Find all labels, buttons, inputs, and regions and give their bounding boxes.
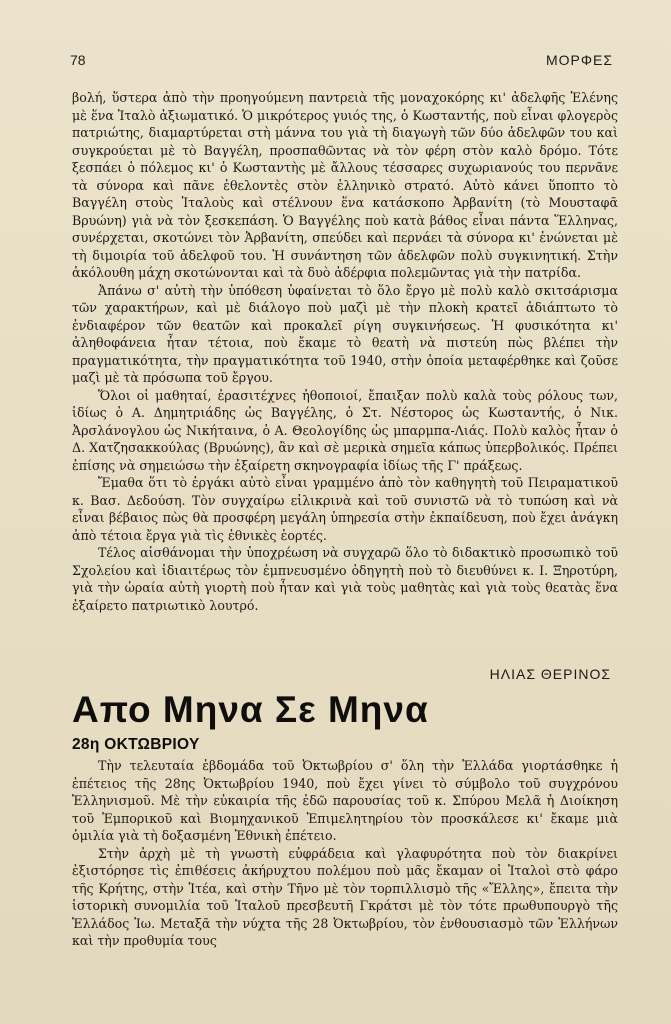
paragraph: Ὅλοι οἱ μαθηταί, ἐρασιτέχνες ἠθοποιοί, ἔπαιξαν πολὺ καλὰ τοὺς ρόλους των, ἰδίως ὁ Α. Δημητριάδης ὡς Βαγγέλης, ὁ Στ. Νέστορος ὡς Κωσταντής, ὁ Νικ. Ἀρσλάνογλου ὡς Νικήταινα, ὁ Α. Θεολογίδης ὡς μπαρμπα-Λιάς. Πολὺ καλὸς ἦταν ὁ Δ. Χατζησακκούλας (Βρυώνης), ἂν καὶ σὲ μερικὰ σημεῖα κάπως ὑπερβολικός. Πρέπει ἐπίσης νὰ σημειώσω τὴν ἐξαίρετη σκηνογραφία ἰδίως τῆς Γ' πράξεως. <box>72 387 618 473</box>
paragraph: Ἔμαθα ὅτι τὸ ἐργάκι αὐτὸ εἶναι γραμμένο ἀπὸ τὸν καθηγητὴ τοῦ Πειραματικοῦ κ. Βασ. Δεδούση. Τὸν συγχαίρω εἰλικρινὰ καὶ τοῦ συνιστῶ νὰ τὸ τυπώση καὶ νὰ εἶναι βέβαιος πὼς θὰ προσφέρη μεγάλη ὑπηρεσία στὴν ἐκπαίδευση, ποὺ ἔχει ἀνάγκη ἀπὸ τέτοια ἔργα γιὰ τὶς ἐθνικὲς ἑορτές. <box>72 475 618 543</box>
date-heading: 28η ΟΚΤΩΒΡΙΟΥ <box>72 736 200 753</box>
section-body <box>72 757 618 950</box>
article-review-body <box>72 89 618 614</box>
page-header <box>70 52 613 72</box>
paragraph: Τὴν τελευταία ἑβδομάδα τοῦ Ὀκτωβρίου σ' ὅλη τὴν Ἑλλάδα γιορτάσθηκε ἡ ἐπέτειος τῆς 28ης Ὀκτωβρίου 1940, ποὺ ἔχει γίνει τὸ σύμβολο τοῦ συγχρόνου Ἑλληνισμοῦ. Μὲ τὴν εὐκαιρία τῆς ἐδῶ παρουσίας τοῦ κ. Σπύρου Μελᾶ ἡ Διοίκηση τοῦ Ἐμπορικοῦ καὶ Βιομηχανικοῦ Ἐπιμελητηρίου τὸν προσκάλεσε κι' ἔκαμε μιὰ ὁμιλία γιὰ τὴ δοξασμένη Ἐθνικὴ ἐπέτειο. <box>72 758 618 843</box>
paragraph: βολή, ὕστερα ἀπὸ τὴν προηγούμενη παντρειὰ τῆς μοναχοκόρης κι' ἀδελφῆς Ἑλένης μὲ ἕνα Ἰταλὸ ἀξιωματικό. Ὁ μικρότερος γυιός της, ὁ Κωσταντής, ποὺ εἶναι φλογερὸς πατριώτης, διαμαρτύρεται στὴ μάννα του γιὰ τὴ διαγωγὴ τῶν δύο ἀδελφῶν του καὶ συγκρούεται μὲ τὸ Βαγγέλη, προσπαθῶντας νὰ τὸν φέρη στὸν καλὸ δρόμο. Τότε ξεσπάει ὁ πόλεμος κι' ὁ Κωσταντὴς μὲ ἄλλους τέσσαρες συχωριανούς του περνᾶνε τὰ σύνορα καὶ πᾶνε ἐθελοντὲς στὸν ἑλληνικὸ στρατό. Αὐτὸ κάνει ὕποπτο τὸ Βαγγέλη στοὺς Ἰταλοὺς καὶ στέλνουν ἕνα κατάσκοπο Ἀρβανίτη (τὸ Μουσταφᾶ Βρυώνη) γιὰ νὰ τὸν ξεσκεπάση. Ὁ Βαγγέλης ποὺ κατὰ βάθος εἶναι πάντα Ἕλληνας, συνέρχεται, σκοτώνει τὸν Ἀρβανίτη, σπεύδει καὶ περνάει τὰ σύνορα κι' ἑνώνεται μὲ τὴ διμοιρία τοῦ ἀδελφοῦ του. Ἡ συνάντηση τῶν ἀδελφῶν πολὺ συγκινητική. Στὴν ἀκόλουθη μάχη σκοτώνονται καὶ τὰ δυὸ ἀδέρφια πολεμῶντας γιὰ τὴν πατρίδα. <box>72 90 618 280</box>
author-signature: ΗΛΙΑΣ ΘΕΡΙΝΟΣ <box>489 666 611 682</box>
magazine-title: ΜΟΡΦΕΣ <box>545 52 613 68</box>
paragraph: Στὴν ἀρχὴ μὲ τὴ γνωστὴ εὐφράδεια καὶ γλαφυρότητα ποὺ τὸν διακρίνει ἐξιστόρησε τὶς ἐπιθέσεις ἀκήρυχτου πολέμου ποὺ μᾶς ἔκαμαν οἱ Ἰταλοὶ στὸ φάρο τῆς Κρήτης, στὴν Ἰτέα, καὶ στὴν Τῆνο μὲ τὸν τορπιλλισμὸ τῆς «Ἔλλης», ἔπειτα τὴν ἱστορικὴ συνομιλία τοῦ Ἰταλοῦ πρεσβευτῆ Γκράτσι μὲ τὸν τότε πρωθυπουργὸ τῆς Ἑλλάδος Ἰω. Μεταξᾶ τὴν νύχτα τῆς 28 Ὀκτωβρίου, τὸν ἐνθουσιασμὸ τῶν Ἑλλήνων καὶ τὴν προθυμία τους <box>72 845 618 948</box>
paragraph: Τέλος αἰσθάνομαι τὴν ὑποχρέωση νὰ συγχαρῶ ὅλο τὸ διδακτικὸ προσωπικὸ τοῦ Σχολείου καὶ ἰδιαιτέρως τὸν ἐμπνευσμένο ὁδηγητὴ ποὺ τὸ διευθύνει κ. Ι. Ξηροτύρη, γιὰ τὴν ὡραία αὐτὴ γιορτὴ ποὺ ἦταν καὶ γιὰ τοὺς μαθητὰς καὶ γιὰ τοὺς θεατὰς ἕνα ἐξαίρετο πατριωτικὸ λουτρό. <box>72 545 618 613</box>
paragraph: Ἀπάνω σ' αὐτὴ τὴν ὑπόθεση ὑφαίνεται τὸ ὅλο ἔργο μὲ πολὺ καλὸ σκιτσάρισμα τῶν χαρακτήρων, καὶ μὲ διάλογο ποὺ μαζὶ μὲ τὴν πλοκὴ κρατεῖ ἀδιάπτωτο τὸ ἐνδιαφέρον τῶν θεατῶν καὶ προκαλεῖ ρίγη συγκινήσεως. Ἡ φυσικότητα κι' ἀληθοφάνεια ἦταν τέτοια, ποὺ ἔκαμε τὸ θεατὴ νὰ πιστεύη πὼς βλέπει τὴν πραγματικότητα, τὴν πραγματικότητα τοῦ 1940, στὴν ὁποία μεταφέρθηκε καὶ ζοῦσε μαζὶ μὲ τὰ πρόσωπα τοῦ ἔργου. <box>72 282 618 385</box>
page-number: 78 <box>70 52 86 68</box>
section-title: Απο Μηνα Σε Μηνα <box>72 689 429 730</box>
